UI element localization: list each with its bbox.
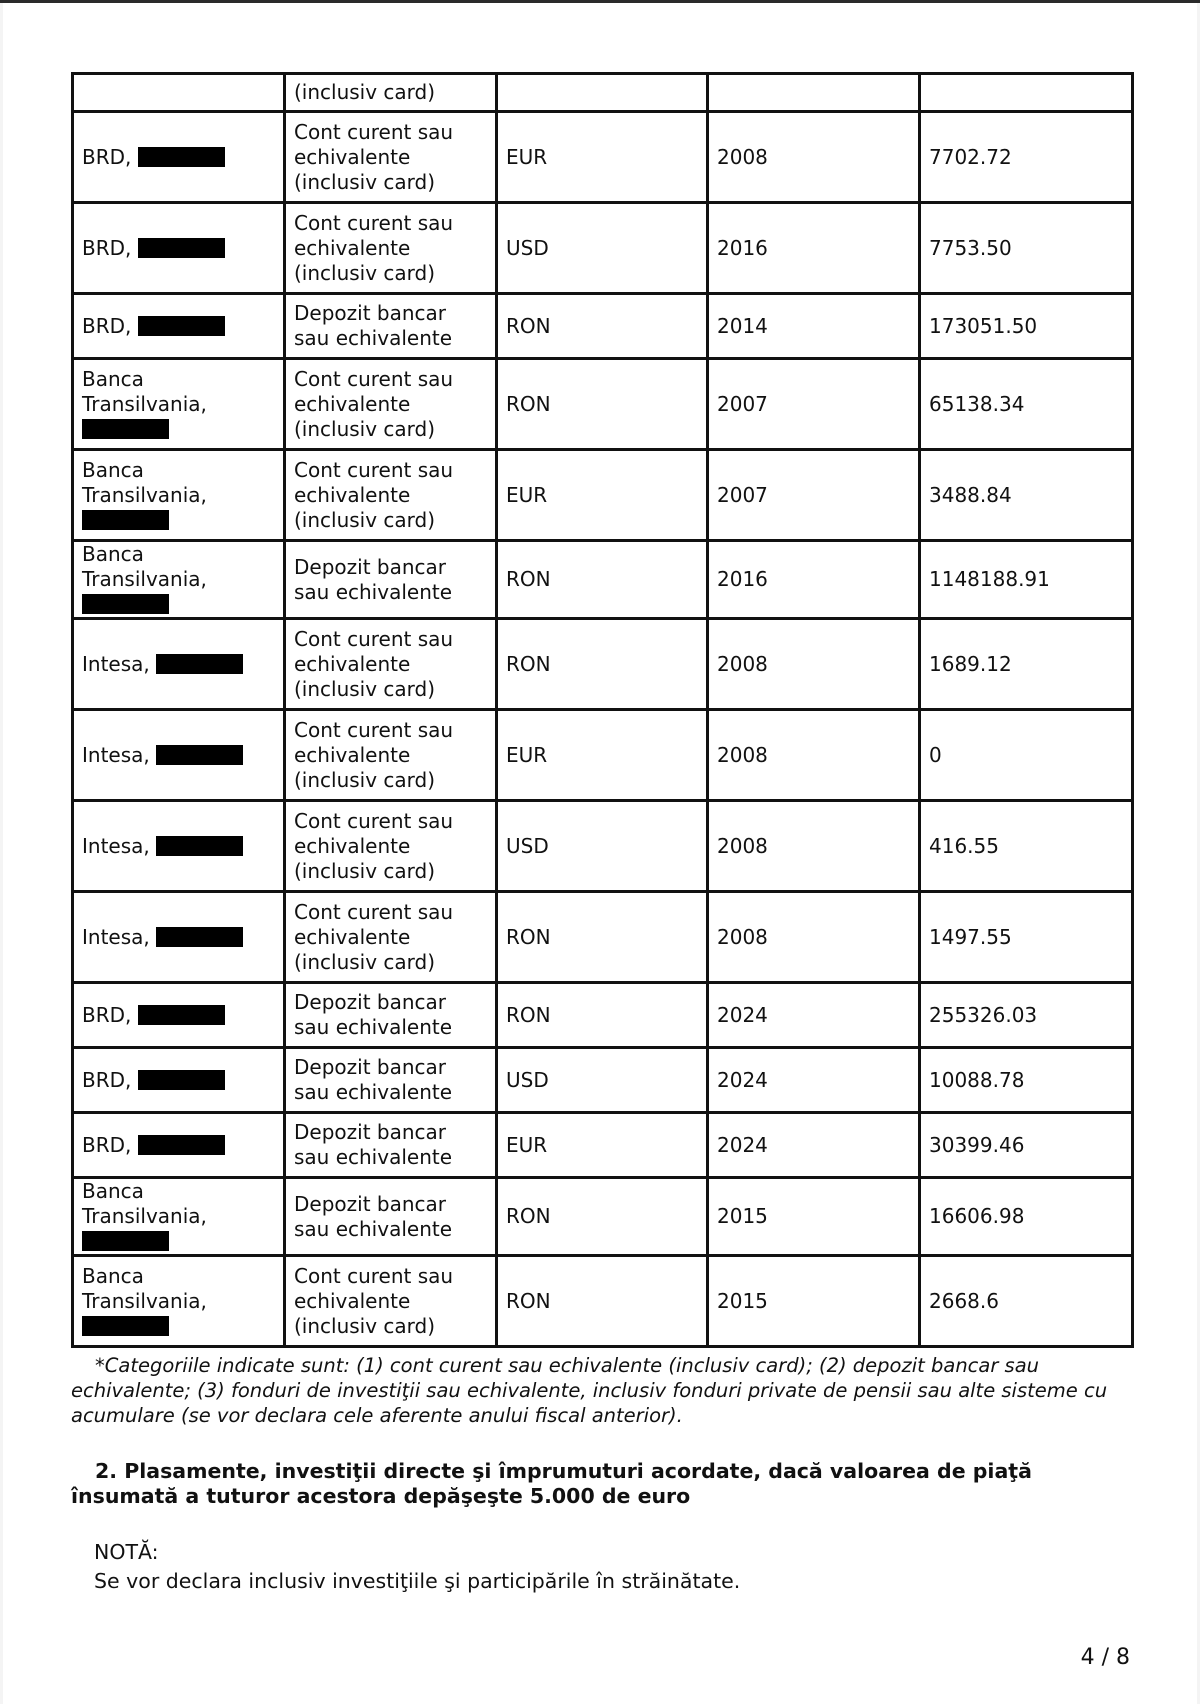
table-row bbox=[73, 112, 1133, 203]
year-cell bbox=[708, 74, 920, 112]
table-row bbox=[73, 801, 1133, 892]
bank-name: BRD, bbox=[82, 313, 132, 338]
currency-cell: EUR bbox=[497, 1113, 708, 1178]
currency-cell: RON bbox=[497, 1178, 708, 1256]
bank-cell bbox=[73, 1048, 285, 1113]
bank-name: Intesa, bbox=[82, 833, 150, 858]
year-cell: 2024 bbox=[708, 1048, 920, 1113]
category-cell: Cont curent sau echivalente (inclusiv card) bbox=[285, 619, 497, 710]
table-row bbox=[73, 74, 1133, 112]
category-cell: Depozit bancar sau echivalente bbox=[285, 541, 497, 619]
bank-cell bbox=[73, 801, 285, 892]
bank-cell bbox=[73, 74, 285, 112]
amount-cell: 7753.50 bbox=[920, 203, 1133, 294]
amount-cell bbox=[920, 74, 1133, 112]
categories-footnote: *Categoriile indicate sunt: (1) cont curent sau echivalente (inclusiv card); (2) depozit bancar sau echivalente; (3) fonduri de investiţii sau echivalente, inclusiv fonduri private de pensii sau alte sisteme cu acumulare (se vor declara cele aferente anului fiscal anterior). bbox=[71, 1354, 1108, 1427]
bank-name: Banca Transilvania, bbox=[82, 1263, 207, 1313]
redacted-account-block bbox=[138, 147, 225, 167]
table-row bbox=[73, 1256, 1133, 1347]
year-cell: 2015 bbox=[708, 1256, 920, 1347]
table-row bbox=[73, 1048, 1133, 1113]
table-row bbox=[73, 892, 1133, 983]
redacted-account-block bbox=[82, 594, 169, 614]
bank-cell bbox=[73, 359, 285, 450]
currency-cell: EUR bbox=[497, 112, 708, 203]
category-cell: Depozit bancar sau echivalente bbox=[285, 1178, 497, 1256]
bank-name: Banca Transilvania, bbox=[82, 366, 207, 416]
table-row bbox=[73, 359, 1133, 450]
year-cell: 2008 bbox=[708, 619, 920, 710]
table-row bbox=[73, 1178, 1133, 1256]
redacted-account-block bbox=[138, 1070, 225, 1090]
amount-cell: 7702.72 bbox=[920, 112, 1133, 203]
amount-cell: 1689.12 bbox=[920, 619, 1133, 710]
category-cell: Cont curent sau echivalente (inclusiv card) bbox=[285, 203, 497, 294]
redacted-account-block bbox=[156, 745, 243, 765]
year-cell: 2016 bbox=[708, 541, 920, 619]
bank-cell bbox=[73, 450, 285, 541]
amount-cell: 255326.03 bbox=[920, 983, 1133, 1048]
bank-name: Banca Transilvania, bbox=[82, 1179, 207, 1228]
year-cell: 2008 bbox=[708, 801, 920, 892]
redacted-account-block bbox=[82, 510, 169, 530]
amount-cell: 16606.98 bbox=[920, 1178, 1133, 1256]
bank-cell bbox=[73, 1178, 285, 1256]
year-cell: 2024 bbox=[708, 1113, 920, 1178]
amount-cell: 416.55 bbox=[920, 801, 1133, 892]
currency-cell: USD bbox=[497, 203, 708, 294]
table-row bbox=[73, 450, 1133, 541]
page-indicator: 4 / 8 bbox=[1080, 1645, 1130, 1670]
amount-cell: 1148188.91 bbox=[920, 541, 1133, 619]
currency-cell: RON bbox=[497, 892, 708, 983]
redacted-account-block bbox=[138, 1005, 225, 1025]
bank-name: BRD, bbox=[82, 1002, 132, 1027]
bank-name: Intesa, bbox=[82, 742, 150, 767]
currency-cell: RON bbox=[497, 294, 708, 359]
category-cell: Depozit bancar sau echivalente bbox=[285, 983, 497, 1048]
year-cell: 2008 bbox=[708, 112, 920, 203]
table-row bbox=[73, 1113, 1133, 1178]
year-cell: 2015 bbox=[708, 1178, 920, 1256]
bank-name: BRD, bbox=[82, 1132, 132, 1157]
section-2-title: 2. Plasamente, investiţii directe şi împrumuturi acordate, dacă valoarea de piaţă însumată a tuturor acestora depăşeşte 5.000 de euro bbox=[71, 1459, 1032, 1508]
currency-cell: USD bbox=[497, 801, 708, 892]
bank-name: BRD, bbox=[82, 1067, 132, 1092]
amount-cell: 3488.84 bbox=[920, 450, 1133, 541]
amount-cell: 0 bbox=[920, 710, 1133, 801]
redacted-account-block bbox=[156, 927, 243, 947]
bank-cell bbox=[73, 892, 285, 983]
currency-cell bbox=[497, 74, 708, 112]
currency-cell: EUR bbox=[497, 710, 708, 801]
category-cell: Depozit bancar sau echivalente bbox=[285, 294, 497, 359]
table-row bbox=[73, 983, 1133, 1048]
note-text: Se vor declara inclusiv investiţiile şi participările în străinătate. bbox=[94, 1569, 741, 1593]
year-cell: 2007 bbox=[708, 450, 920, 541]
currency-cell: RON bbox=[497, 983, 708, 1048]
category-cell: Cont curent sau echivalente (inclusiv card) bbox=[285, 359, 497, 450]
category-cell: Cont curent sau echivalente (inclusiv card) bbox=[285, 892, 497, 983]
category-cell: Cont curent sau echivalente (inclusiv card) bbox=[285, 112, 497, 203]
redacted-account-block bbox=[82, 1231, 169, 1251]
currency-cell: RON bbox=[497, 1256, 708, 1347]
category-cell: Cont curent sau echivalente (inclusiv card) bbox=[285, 710, 497, 801]
amount-cell: 173051.50 bbox=[920, 294, 1133, 359]
category-cell: (inclusiv card) bbox=[285, 74, 497, 112]
bank-name: Intesa, bbox=[82, 924, 150, 949]
redacted-account-block bbox=[156, 654, 243, 674]
year-cell: 2016 bbox=[708, 203, 920, 294]
bank-cell bbox=[73, 983, 285, 1048]
currency-cell: RON bbox=[497, 619, 708, 710]
bank-name: BRD, bbox=[82, 235, 132, 260]
bank-cell bbox=[73, 1256, 285, 1347]
amount-cell: 30399.46 bbox=[920, 1113, 1133, 1178]
year-cell: 2014 bbox=[708, 294, 920, 359]
table-row bbox=[73, 294, 1133, 359]
bank-name: BRD, bbox=[82, 144, 132, 169]
category-cell: Depozit bancar sau echivalente bbox=[285, 1048, 497, 1113]
category-cell: Cont curent sau echivalente (inclusiv card) bbox=[285, 801, 497, 892]
currency-cell: RON bbox=[497, 359, 708, 450]
note-label: NOTĂ: bbox=[94, 1540, 159, 1564]
currency-cell: USD bbox=[497, 1048, 708, 1113]
redacted-account-block bbox=[82, 419, 169, 439]
table-row bbox=[73, 619, 1133, 710]
table-row bbox=[73, 541, 1133, 619]
bank-cell bbox=[73, 294, 285, 359]
amount-cell: 10088.78 bbox=[920, 1048, 1133, 1113]
redacted-account-block bbox=[82, 1316, 169, 1336]
bank-cell bbox=[73, 541, 285, 619]
redacted-account-block bbox=[138, 316, 225, 336]
category-cell: Cont curent sau echivalente (inclusiv card) bbox=[285, 450, 497, 541]
category-cell: Depozit bancar sau echivalente bbox=[285, 1113, 497, 1178]
year-cell: 2007 bbox=[708, 359, 920, 450]
table-row bbox=[73, 710, 1133, 801]
bank-accounts-table-body bbox=[73, 74, 1133, 1347]
redacted-account-block bbox=[138, 238, 225, 258]
bank-cell bbox=[73, 710, 285, 801]
amount-cell: 2668.6 bbox=[920, 1256, 1133, 1347]
year-cell: 2008 bbox=[708, 710, 920, 801]
bank-cell bbox=[73, 203, 285, 294]
year-cell: 2024 bbox=[708, 983, 920, 1048]
bank-name: Banca Transilvania, bbox=[82, 542, 207, 591]
redacted-account-block bbox=[138, 1135, 225, 1155]
amount-cell: 1497.55 bbox=[920, 892, 1133, 983]
year-cell: 2008 bbox=[708, 892, 920, 983]
bank-cell bbox=[73, 619, 285, 710]
amount-cell: 65138.34 bbox=[920, 359, 1133, 450]
table-row bbox=[73, 203, 1133, 294]
currency-cell: RON bbox=[497, 541, 708, 619]
category-cell: Cont curent sau echivalente (inclusiv card) bbox=[285, 1256, 497, 1347]
bank-accounts-table bbox=[71, 72, 1134, 1348]
bank-cell bbox=[73, 112, 285, 203]
bank-name: Banca Transilvania, bbox=[82, 457, 207, 507]
currency-cell: EUR bbox=[497, 450, 708, 541]
bank-name: Intesa, bbox=[82, 651, 150, 676]
bank-cell bbox=[73, 1113, 285, 1178]
redacted-account-block bbox=[156, 836, 243, 856]
